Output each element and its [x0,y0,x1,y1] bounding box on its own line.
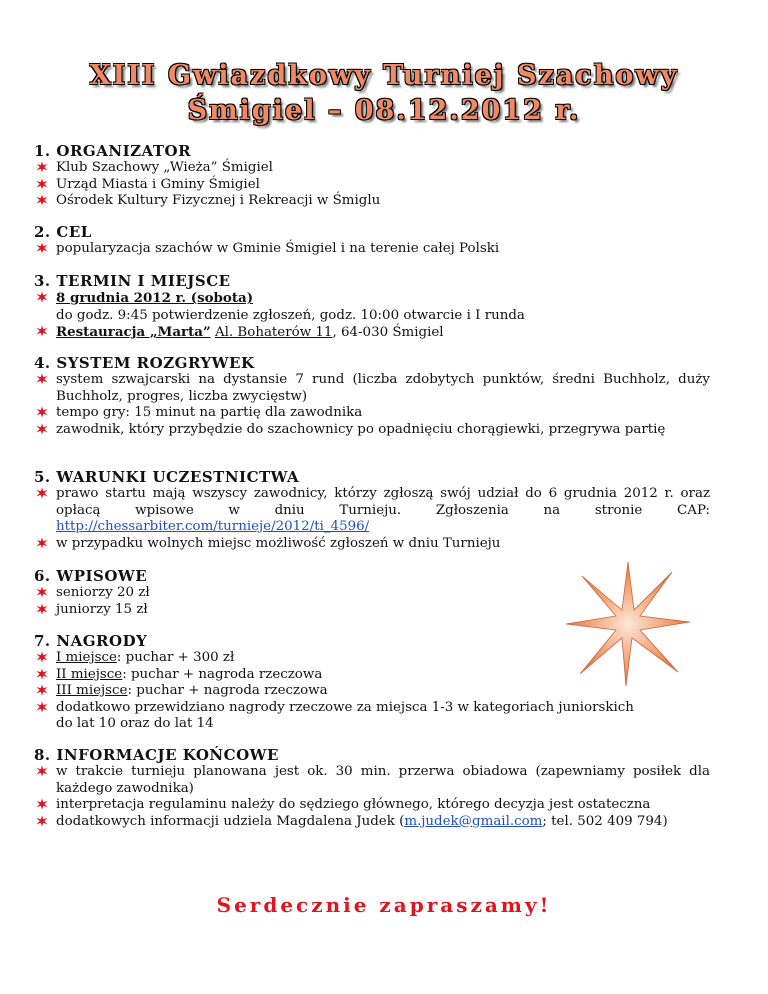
list-item: seniorzy 20 zł [56,585,710,602]
bullet-icon [36,537,48,549]
bullet-icon [36,487,48,499]
venue-street: Al. Bohaterów 11 [214,325,333,340]
list-item: w przypadku wolnych miejsc możliwość zgłoszeń w dniu Turnieju [56,536,710,553]
bullet-icon [36,798,48,810]
bullet-icon [36,603,48,615]
bullet-icon [36,325,48,337]
section-warunki [34,468,710,552]
bullet-icon [36,651,48,663]
star-decoration [562,558,694,690]
bullet-icon [36,684,48,696]
section-informacje [34,746,710,830]
bullet-icon [36,815,48,827]
list-item: dodatkowo przewidziano nagrody rzeczowe za miejsca 1-3 w kategoriach juniorskich do lat 10 oraz do lat 14 [56,700,646,733]
list-item [56,324,710,342]
list-item: III miejsce: puchar + nagroda rzeczowa [56,683,710,700]
bullet-icon [36,194,48,206]
bullet-icon [36,586,48,598]
event-date: 8 grudnia 2012 r. (sobota) [56,290,254,306]
venue-name: Restauracja „Marta” [56,324,211,340]
list-item: Klub Szachowy „Wieża” Śmigiel [56,160,710,177]
list-item: dodatkowych informacji udziela Magdalena Judek (m.judek@gmail.com; tel. 502 409 794) [56,814,710,831]
section-heading: 2. CEL [34,223,92,241]
section-termin [34,272,710,342]
list-item: w trakcie turnieju planowana jest ok. 30 min. przerwa obiadowa (zapewniamy posiłek dla każdego zawodnika) [56,764,710,797]
section-heading: 5. WARUNKI UCZESTNICTWA [34,468,300,486]
bullet-icon [36,668,48,680]
bullet-icon [36,765,48,777]
section-heading: 3. TERMIN I MIEJSCE [34,272,231,290]
list-item: prawo startu mają wszyscy zawodnicy, którzy zgłoszą swój udział do 6 grudnia 2012 r. oraz opłacą wpisowe w dniu Turnieju. Zgłoszenia na stronie CAP: http://chessarbiter.com/turnieje/2012/ti_4596/ [56,486,710,536]
bullet-icon [36,423,48,435]
section-heading: 7. NAGRODY [34,632,148,650]
list-item: Ośrodek Kultury Fizycznej i Rekreacji w Śmiglu [56,193,710,210]
list-item: I miejsce: puchar + 300 zł [56,650,710,667]
section-organizator [34,142,710,210]
list-item: Urząd Miasta i Gminy Śmigiel [56,177,710,194]
section-heading: 8. INFORMACJE KOŃCOWE [34,746,279,764]
section-heading: 1. ORGANIZATOR [34,142,192,160]
bullet-icon [36,178,48,190]
contact-email-link[interactable]: m.judek@gmail.com [404,813,543,829]
closing-invitation: Serdecznie zapraszamy! [216,893,552,917]
section-cel [34,223,710,258]
bullet-icon [36,406,48,418]
bullet-icon [36,701,48,713]
event-date-detail: do godz. 9:45 potwierdzenie zgłoszeń, godz. 10:00 otwarcie i I runda [56,307,525,323]
page-subtitle: Śmigiel – 08.12.2012 r. [187,95,581,126]
bullet-icon [36,161,48,173]
section-system [34,354,710,438]
registration-link[interactable]: http://chessarbiter.com/turnieje/2012/ti_4596/ [56,519,370,534]
venue-city: , 64-030 Śmigiel [332,325,444,340]
bullet-icon [36,242,48,254]
list-item: system szwajcarski na dystansie 7 rund (liczba zdobytych punktów, średni Buchholz, duży Buchholz, progres, liczba zwycięstw) [56,372,710,405]
section-heading: 6. WPISOWE [34,567,148,585]
bullet-icon [36,373,48,385]
list-item: tempo gry: 15 minut na partię dla zawodnika [56,405,710,422]
list-item: zawodnik, który przybędzie do szachownicy po opadnięciu chorągiewki, przegrywa partię [56,422,710,439]
list-item: popularyzacja szachów w Gminie Śmigiel i na terenie całej Polski [56,241,710,258]
list-item: juniorzy 15 zł [56,602,710,619]
list-item: II miejsce: puchar + nagroda rzeczowa [56,667,710,684]
section-heading: 4. SYSTEM ROZGRYWEK [34,354,255,372]
page-title: XIII Gwiazdkowy Turniej Szachowy [89,60,679,91]
list-item [56,290,710,324]
list-item: interpretacja regulaminu należy do sędziego głównego, którego decyzja jest ostateczna [56,797,710,814]
bullet-icon [36,291,48,303]
